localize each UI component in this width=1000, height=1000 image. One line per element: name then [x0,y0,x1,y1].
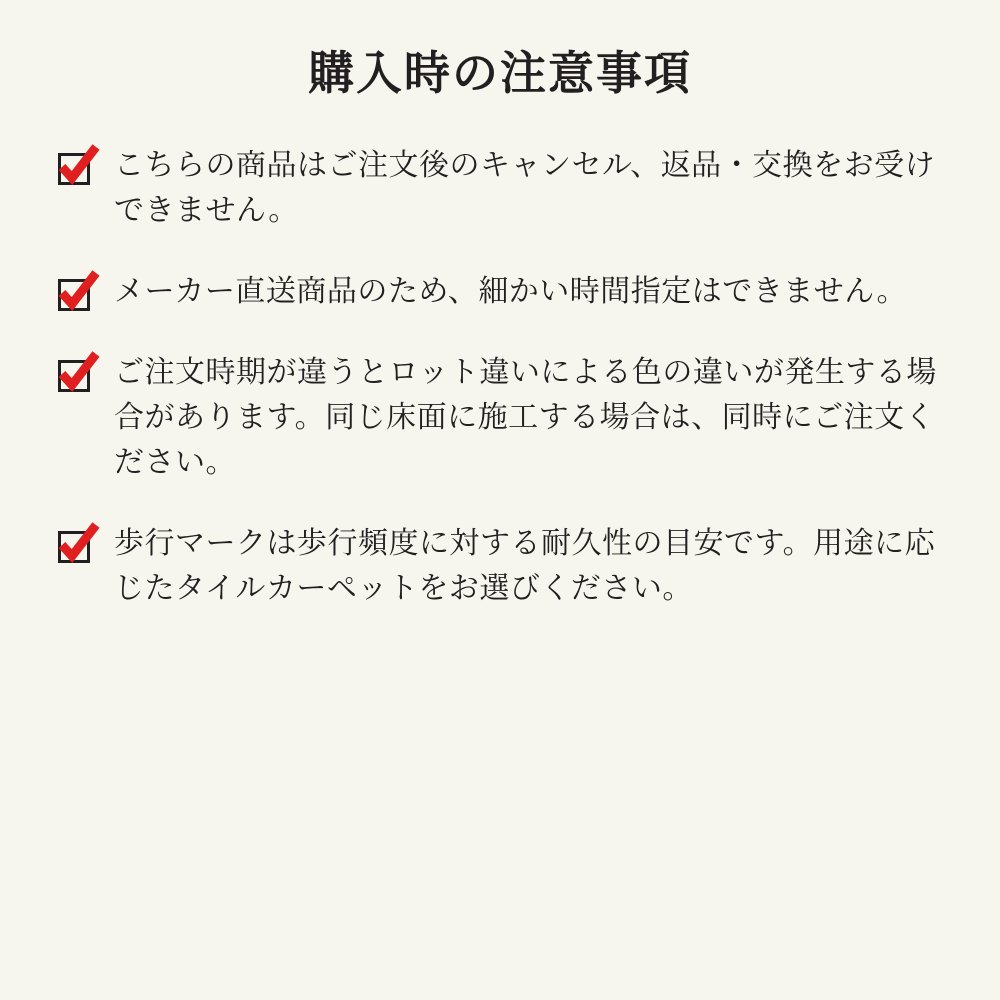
red-check-mark-icon [56,525,96,565]
red-check-mark-icon [56,354,96,394]
red-check-mark-icon [56,273,96,313]
list-item [56,269,948,314]
page-title: 購入時の注意事項 [308,47,692,99]
list-item [56,143,948,233]
list-item-text: メーカー直送商品のため、細かい時間指定はできません。 [114,274,907,308]
list-item-text: ご注文時期が違うとロット違いによる色の違いが発生する場合があります。同じ床面に施工する場合は、同時にご注文ください。 [114,355,937,479]
list-item-text: こちらの商品はご注文後のキャンセル、返品・交換をお受けできません。 [114,148,936,227]
list-item [56,350,948,485]
notice-list [0,143,1000,611]
red-check-mark-icon [56,147,96,187]
list-item-text: 歩行マークは歩行頻度に対する耐久性の目安です。用途に応じたタイルカーペットをお選びください。 [114,526,936,605]
list-item [56,521,948,611]
